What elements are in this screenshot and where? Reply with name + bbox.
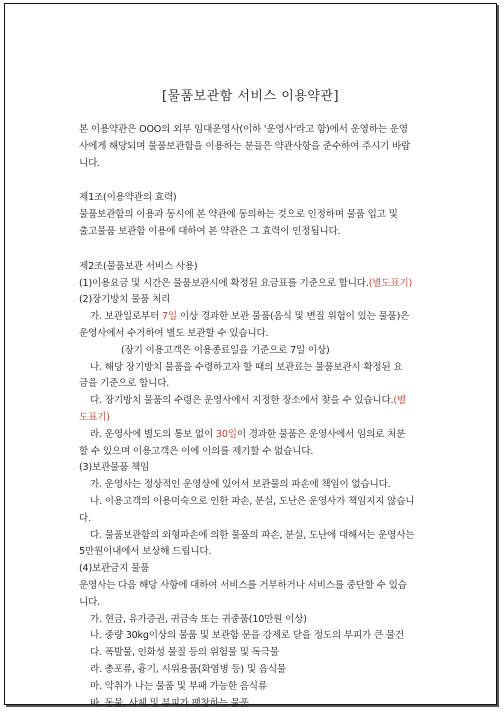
item-2-da-line1 [79,393,444,410]
item-2-heading: (2)장기방치 물품 처리 [79,292,444,309]
item-3-na-line1: 나. 이용고객의 이용미숙으로 인한 파손, 분실, 도난은 운영사가 책임지지 않습니 [79,494,444,511]
terms-body [79,122,444,712]
item-2-ra-text: 이 경과한 물품은 운영사에서 임의로 처분 [237,429,405,440]
item-4-heading: (4)보관금지 물품 [79,561,444,578]
prohibited-item: 바. 동물, 사체 및 부피가 팽창하는 물품 [79,696,444,712]
item-2-ra-line2: 할 수 있으며 이용고객은 이에 이의를 제기할 수 없습니다. [79,444,444,461]
prohibited-item: 라. 총포류, 흉기, 시위용품(화염병 등) 및 음식물 [79,662,444,679]
item-2-ga-note: (장기 이용고객은 이용종료일을 기준으로 7일 이상) [79,343,444,360]
item-1 [79,276,444,293]
document-title: [물품보관함 서비스 이용약관] [5,85,496,104]
prohibited-item: 다. 폭발물, 인화성 물질 등의 위험물 및 독극물 [79,645,444,662]
item-4-intro-line1: 운영사는 다음 해당 사항에 대하여 서비스를 거부하거나 서비스를 중단할 수 있습 [79,578,444,595]
separate-notice-note: (별 [393,395,406,406]
item-2-ra [79,427,444,444]
prohibited-item: 나. 중량 30kg이상의 물품 및 보관함 문을 강제로 닫을 정도의 부피가 큰 물건 [79,628,444,645]
item-2-ga-line2: 운영사에서 수거하여 별도 보관할 수 있습니다. [79,326,444,343]
separate-notice-note-cont: 도표기) [79,410,444,427]
intro-line: 니다. [79,156,444,173]
item-2-ga-text: 이상 경과한 보관 물품(음식 및 변질 위험이 있는 물품)은 [177,311,409,322]
item-3-heading: (3)보관물품 책임 [79,460,444,477]
item-3-ga: 가. 운영사는 정상적인 운영상에 있어서 보관물의 파손에 책임이 없습니다. [79,477,444,494]
separate-notice-note: (별도표기) [369,278,412,289]
item-2-ga [79,309,444,326]
article-1-line: 출고물품 보관함 이용에 대하여 본 약관은 그 효력이 인정됩니다. [79,224,444,241]
intro-line: 본 이용약관은 OOO의 외부 임대운영사(이하 '운영사'라고 함)에서 운영하는 운영 [79,122,444,139]
prohibited-item: 가. 현금, 유가증권, 귀금속 또는 귀중품(10만원 이상) [79,612,444,629]
item-3-da-line1: 다. 물품보관함의 외형파손에 의한 물품의 파손, 분실, 도난에 대해서는 운영사는 [79,528,444,545]
item-1-text: (1)이용요금 및 시간은 물품보관시에 확정된 요금표를 기준으로 합니다. [79,278,369,289]
item-4-intro-line2: 니다. [79,595,444,612]
item-2-na-line1: 나. 해당 장기방치 물품을 수령하고자 할 때의 보관료는 물품보관시 확정된 요 [79,360,444,377]
document-page [4,3,497,705]
article-2-heading: 제2조(물품보관 서비스 사용) [79,259,444,276]
item-2-ga-text: 가. 보관일로부터 [90,311,162,322]
item-2-ra-text: 라. 운영사에 별도의 통보 없이 [90,429,216,440]
item-3-na-line2: 다. [79,511,444,528]
prohibited-item: 마. 악취가 나는 물품 및 부패 가능한 음식류 [79,679,444,696]
item-3-da-line2: 5만원이내에서 보상해 드립니다. [79,544,444,561]
article-1-line: 물품보관함의 이용과 동시에 본 약관에 동의하는 것으로 인정하며 물품 입고 및 [79,207,444,224]
seven-days-highlight: 7일 [162,311,177,322]
article-1-heading: 제1조(이용약관의 효력) [79,190,444,207]
thirty-days-highlight: 30일 [216,429,237,440]
item-2-na-line2: 금을 기준으로 합니다. [79,376,444,393]
intro-line: 사에게 해당되며 물품보관함을 이용하는 분들은 약관사항을 준수하여 주시기 바랍 [79,139,444,156]
item-2-da-text: 다. 장기방치 물품의 수령은 운영사에서 지정한 장소에서 찾을 수 있습니다. [90,395,393,406]
